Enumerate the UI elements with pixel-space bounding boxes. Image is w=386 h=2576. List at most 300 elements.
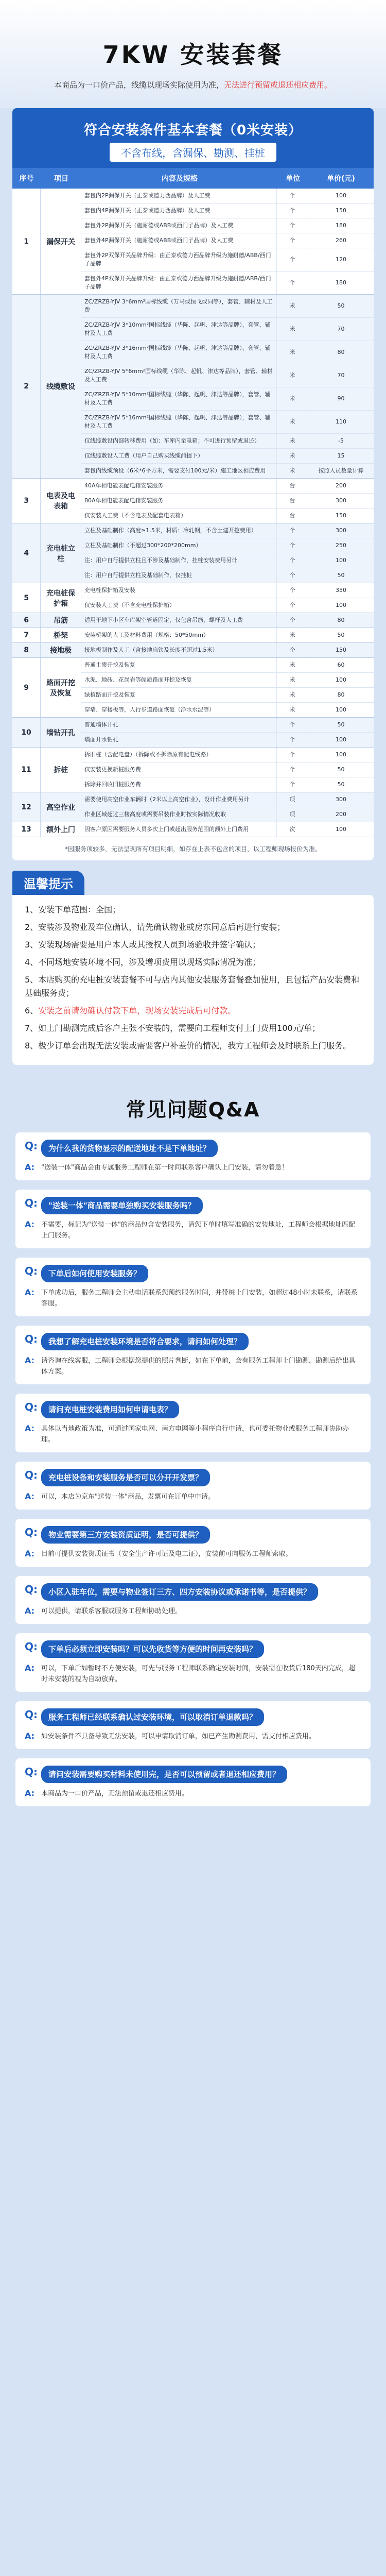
table-row <box>81 703 374 717</box>
group-rows <box>81 613 374 628</box>
table-row <box>81 204 374 218</box>
hero-banner <box>0 0 386 108</box>
table-row <box>81 295 374 318</box>
group-number: 5 <box>12 583 41 613</box>
row-unit: 个 <box>277 272 308 294</box>
faq-question-row <box>25 1526 361 1544</box>
tip-item: 1、安装下单范围：全国； <box>25 905 121 914</box>
row-unit: 米 <box>277 341 308 364</box>
row-price: 260 <box>336 237 346 244</box>
header-desc: 内容及规格 <box>162 175 198 183</box>
faq-answer: 下单成功后，服务工程师会主动电话联系您预约服务时间，并带桩上门安装，如超过48小时未联系，请联系客服。 <box>41 1289 358 1308</box>
table-row <box>81 464 374 478</box>
row-unit: 个 <box>277 553 308 568</box>
faq-question: "送装一体"商品需要单独购买安装服务吗？ <box>41 1197 203 1214</box>
row-desc: 套包内4P漏保开关（正泰或德力西品牌）及人工费 <box>81 204 277 218</box>
row-price: 50 <box>337 766 345 773</box>
row-unit: 个 <box>277 613 308 628</box>
row-unit: 个 <box>277 538 308 553</box>
row-price: 70 <box>337 326 345 332</box>
row-desc: 适用于地下小区车库架空管道固定，仅包含吊筋、螺杆及人工费 <box>81 613 277 628</box>
faq-item <box>15 1326 371 1384</box>
faq-answer: 如安装条件不具备导致无法安装，可以申请取消订单，如已产生勘测费用，需支付相应费用。 <box>41 1733 316 1740</box>
hero-note <box>0 79 386 90</box>
row-unit: 个 <box>277 189 308 203</box>
faq-question: 服务工程师已经联系确认过安装环境，可以取消订单退款吗？ <box>41 1708 264 1726</box>
faq-answer-row <box>25 1788 361 1799</box>
group-number: 1 <box>12 189 41 294</box>
table-row <box>81 777 374 792</box>
group-rows <box>81 479 374 523</box>
q-mark: Q: <box>25 1401 38 1413</box>
q-mark: Q: <box>25 1526 38 1538</box>
group-name: 电表及电表箱 <box>41 479 81 523</box>
faq-question: 下单后必须立即安装吗？可以先收货等方便的时间再安装吗？ <box>41 1640 264 1658</box>
table-row <box>81 494 374 509</box>
group-name: 拆桩 <box>41 748 81 792</box>
row-price: 50 <box>337 781 345 788</box>
tip-item: 7、如上门勘测完成后客户主张不安装的，需要向工程师支付上门费用100元/单； <box>25 1023 321 1033</box>
row-desc: 拆除并回收旧桩服务费 <box>81 777 277 792</box>
row-unit: 米 <box>277 658 308 672</box>
page-title: 7KW 安装套餐 <box>102 41 284 69</box>
faq-item <box>15 1758 371 1806</box>
row-price: 300 <box>336 497 346 504</box>
faq-item <box>15 1258 371 1316</box>
row-price: 100 <box>336 826 346 833</box>
faq-item <box>15 1519 371 1567</box>
row-unit: 米 <box>277 387 308 410</box>
q-mark: Q: <box>25 1265 38 1277</box>
group-number: 11 <box>12 748 41 792</box>
header-no: 序号 <box>19 175 34 183</box>
row-unit: 米 <box>277 673 308 687</box>
faq-question: 为什么我的货物显示的配送地址不是下单地址？ <box>41 1140 218 1157</box>
table-row <box>81 233 374 248</box>
table-row <box>81 509 374 523</box>
a-mark: A: <box>25 1606 35 1616</box>
table-group <box>12 822 374 837</box>
faq-question: 我想了解充电桩安装环境是否符合要求，请问如何处理？ <box>41 1333 249 1350</box>
tip-item: 2、安装涉及物业及车位确认，请先确认物业或房东同意后再进行安装； <box>25 922 286 932</box>
row-desc: ZC/ZRZB-YJV 3*6mm²国标线缆（万马或恒飞或同等），套管、辅材及人工费 <box>81 295 277 317</box>
faq-question-row <box>25 1708 361 1726</box>
row-desc: 仅安装人工费（不含充电桩保护箱） <box>81 598 277 613</box>
row-price: 300 <box>336 527 346 534</box>
faq-title: 常见问题Q&A <box>126 1098 260 1121</box>
group-name: 线缆敷设 <box>41 295 81 478</box>
table-group <box>12 643 374 658</box>
row-desc: 因客户原因需要服务人员多次上门或超出服务范围的额外上门费用 <box>81 822 277 837</box>
row-desc: ZC/ZRZB-YJV 5*16mm²国标线缆（华陈、起帆、津达等品牌），套管、辅材及人工费 <box>81 411 277 433</box>
table-row <box>81 318 374 341</box>
row-unit: 个 <box>277 777 308 792</box>
table-body <box>12 189 374 837</box>
row-unit: 台 <box>277 509 308 523</box>
row-unit: 个 <box>277 218 308 233</box>
table-row <box>81 613 374 628</box>
row-price: 300 <box>336 796 346 803</box>
tip-item: 4、不同场地安装环境不同，涉及增项费用以现场实际情况为准； <box>25 957 261 967</box>
table-row <box>81 822 374 837</box>
group-number: 13 <box>12 822 41 837</box>
tips-title: 温馨提示 <box>12 871 84 895</box>
row-unit: 个 <box>277 762 308 777</box>
group-rows <box>81 643 374 657</box>
faq-answer: "送装一体"商品会由专属服务工程师在第一时间联系客户确认上门安装，请勿着急！ <box>41 1164 288 1172</box>
row-desc: 立柱及基础制作（高度≥1.5米，材质：冷轧钢，不含土建开挖费用） <box>81 523 277 538</box>
row-price: 250 <box>336 542 346 549</box>
faq-question-row <box>25 1583 361 1601</box>
table-group <box>12 748 374 792</box>
row-desc: 套包外4P漏保开关（施耐德或ABB或西门子品牌）及人工费 <box>81 233 277 248</box>
table-row <box>81 748 374 762</box>
table-row <box>81 272 374 294</box>
table-row <box>81 718 374 733</box>
row-price: 100 <box>336 602 346 608</box>
a-mark: A: <box>25 1162 35 1172</box>
faq-question: 下单后如何使用安装服务？ <box>41 1265 148 1282</box>
tips-section <box>12 871 374 1065</box>
row-unit: 米 <box>277 318 308 341</box>
a-mark: A: <box>25 1355 35 1365</box>
faq-answer: 具体以当地政策为准，可通过国家电网、南方电网等小程序自行申请，也可委托物业或服务工程师协助办理。 <box>41 1425 349 1444</box>
table-row <box>81 387 374 411</box>
row-price: 100 <box>336 557 346 564</box>
table-row <box>81 807 374 822</box>
table-group <box>12 583 374 613</box>
group-rows <box>81 628 374 642</box>
row-desc: 套包外2P漏保开关（施耐德或ABB或西门子品牌）及人工费 <box>81 218 277 233</box>
row-unit: 米 <box>277 295 308 317</box>
faq-item <box>15 1132 371 1180</box>
table-row <box>81 189 374 204</box>
group-name: 充电桩立柱 <box>41 523 81 583</box>
row-desc: 套包内线缆预设（6米*6平方米，需要支付100元/米）施工地区相应费用 <box>81 464 277 478</box>
row-desc: ZC/ZRZB-YJV 3*16mm²国标线缆（华陈、起帆、津达等品牌），套管、辅材及人工费 <box>81 341 277 364</box>
row-unit: 台 <box>277 494 308 508</box>
group-name: 路面开挖及恢复 <box>41 658 81 717</box>
row-unit: 个 <box>277 598 308 613</box>
faq-answer-row <box>25 1162 361 1173</box>
group-number: 6 <box>12 613 41 628</box>
header-price: 单价(元) <box>327 175 355 183</box>
row-unit: 个 <box>277 233 308 248</box>
row-price: 180 <box>336 279 346 286</box>
row-price: 110 <box>336 418 346 425</box>
faq-question: 小区入驻车位，需要与物业签订三方、四方安装协议或承诺书等，是否提供？ <box>41 1583 318 1601</box>
row-price: 150 <box>336 207 346 214</box>
group-rows <box>81 658 374 717</box>
row-unit: 米 <box>277 628 308 642</box>
table-group <box>12 628 374 643</box>
row-desc: 80A单相电能表配电箱安装服务 <box>81 494 277 508</box>
row-unit: 米 <box>277 464 308 478</box>
group-rows <box>81 295 374 478</box>
group-rows <box>81 718 374 747</box>
table-row <box>81 598 374 613</box>
q-mark: Q: <box>25 1333 38 1345</box>
row-desc: ZC/ZRZB-YJV 3*10mm²国标线缆（华陈、起帆、津达等品牌），套管、辅材及人工费 <box>81 318 277 341</box>
faq-question-row <box>25 1333 361 1350</box>
table-row <box>81 688 374 703</box>
faq-question-row <box>25 1640 361 1658</box>
table-row <box>81 762 374 777</box>
faq-question-row <box>25 1401 361 1418</box>
row-unit: 米 <box>277 364 308 387</box>
table-row <box>81 792 374 807</box>
table-row <box>81 449 374 464</box>
faq-answer-row <box>25 1549 361 1560</box>
faq-question: 请问充电桩安装费用如何申请电表？ <box>41 1401 179 1418</box>
row-desc: 普通土质开挖及恢复 <box>81 658 277 672</box>
table-row <box>81 643 374 657</box>
row-price: 按照人员数量计算 <box>318 467 364 474</box>
table-row <box>81 434 374 449</box>
table-row <box>81 523 374 538</box>
table-row <box>81 248 374 272</box>
tip-item: 5、本店购买的充电桩安装套餐不可与店内其他安装服务套餐叠加使用，且包括产品安装费和基础服务费； <box>25 975 360 998</box>
row-price: 200 <box>336 482 346 489</box>
faq-answer-row <box>25 1287 361 1309</box>
group-name: 吊筋 <box>41 613 81 628</box>
table-row <box>81 341 374 364</box>
table-row <box>81 218 374 233</box>
tip-highlight: 安装之前请勿确认付款下单，现场安装完成后可付款。 <box>38 1006 236 1015</box>
row-desc: 40A单相电能表配电箱安装服务 <box>81 479 277 493</box>
group-name: 充电桩保护箱 <box>41 583 81 613</box>
row-desc: 立柱及基础制作（不超过300*200*200mm） <box>81 538 277 553</box>
a-mark: A: <box>25 1663 35 1673</box>
table-row <box>81 658 374 673</box>
row-unit: 项 <box>277 807 308 822</box>
tip-item: 3、安装现场需要是用户本人或其授权人员到场验收并签字确认； <box>25 940 261 950</box>
row-price: 150 <box>336 647 346 653</box>
group-name: 漏保开关 <box>41 189 81 294</box>
group-number: 3 <box>12 479 41 523</box>
price-table-header <box>12 108 374 168</box>
price-table-card <box>12 108 374 860</box>
table-group <box>12 718 374 748</box>
table-footnote: *因服务项较多，无法呈现所有项目明细，如存在上表不包含的项目，以工程师现场报价为准。 <box>12 837 374 860</box>
row-unit: 个 <box>277 733 308 747</box>
row-price: 15 <box>337 452 345 459</box>
table-row <box>81 568 374 583</box>
table-group <box>12 479 374 523</box>
q-mark: Q: <box>25 1766 38 1778</box>
table-group <box>12 792 374 822</box>
row-unit: 个 <box>277 643 308 657</box>
row-desc: 接地极制作及人工（含接地扁铁及长度不超过1.5米） <box>81 643 277 657</box>
row-unit: 个 <box>277 523 308 538</box>
faq-answer: 不需要，标记为"送装一体"的商品包含安装服务，请您下单时填写准确的安装地址，工程师会根据地址匹配上门服务。 <box>41 1221 355 1240</box>
group-name: 高空作业 <box>41 792 81 822</box>
table-row <box>81 553 374 568</box>
table-group <box>12 295 374 479</box>
group-number: 4 <box>12 523 41 583</box>
row-desc: 套包外2P双保开关品牌升级：由正泰或德力西品牌升级为施耐德/ABB/西门子品牌 <box>81 248 277 271</box>
faq-list <box>0 1132 386 1806</box>
a-mark: A: <box>25 1423 35 1433</box>
faq-answer-row <box>25 1492 361 1502</box>
table-group <box>12 613 374 628</box>
a-mark: A: <box>25 1549 35 1558</box>
tip-item: 6、安装之前请勿确认付款下单，现场安装完成后可付款。 <box>25 1006 236 1015</box>
row-desc: 普通墙体开孔 <box>81 718 277 732</box>
faq-answer-row <box>25 1219 361 1241</box>
q-mark: Q: <box>25 1140 38 1152</box>
faq-item <box>15 1576 371 1624</box>
group-rows <box>81 792 374 822</box>
row-unit: 米 <box>277 688 308 702</box>
row-price: 200 <box>336 811 346 818</box>
row-desc: 穿墙、穿楼板等，人行步道路面恢复（净水水泥等） <box>81 703 277 717</box>
row-unit: 个 <box>277 583 308 598</box>
row-desc: 仅安装更换新桩服务费 <box>81 762 277 777</box>
group-number: 12 <box>12 792 41 822</box>
table-row <box>81 673 374 688</box>
group-number: 10 <box>12 718 41 747</box>
row-desc: ZC/ZRZB-YJV 5*6mm²国标线缆（华陈、起帆、津达等品牌），套管、辅材及人工费 <box>81 364 277 387</box>
row-price: 80 <box>337 617 345 623</box>
table-group <box>12 189 374 295</box>
faq-answer: 请咨询在线客服，工程师会根据您提供的照片判断，如在下单前，会有服务工程师上门勘测，勘测后给出具体方案。 <box>41 1357 356 1376</box>
q-mark: Q: <box>25 1583 38 1596</box>
row-desc: 注：用户自行提供立柱及基础制作，仅挂桩 <box>81 568 277 583</box>
hero-note-text: 本商品为一口价产品，线缆以现场实际使用为准， <box>54 80 224 90</box>
tips-body <box>12 895 374 1065</box>
row-unit: 个 <box>277 568 308 583</box>
row-desc: 套包外4P双保开关品牌升级：由正泰或德力西品牌升级为施耐德/ABB/西门子品牌 <box>81 272 277 294</box>
row-desc: 墙面开水钻孔 <box>81 733 277 747</box>
q-mark: Q: <box>25 1708 38 1721</box>
faq-answer: 本商品为一口价产品，无法预留或退还相应费用。 <box>41 1790 189 1798</box>
faq-item <box>15 1633 371 1692</box>
row-unit: 项 <box>277 792 308 807</box>
faq-question-row <box>25 1265 361 1282</box>
row-unit: 米 <box>277 434 308 448</box>
row-price: 120 <box>336 256 346 263</box>
group-name: 额外上门 <box>41 822 81 837</box>
faq-question-row <box>25 1469 361 1486</box>
q-mark: Q: <box>25 1469 38 1481</box>
group-number: 2 <box>12 295 41 478</box>
a-mark: A: <box>25 1219 35 1229</box>
faq-question-row <box>25 1766 361 1783</box>
row-unit: 米 <box>277 411 308 433</box>
row-unit: 台 <box>277 479 308 493</box>
faq-answer-row <box>25 1423 361 1445</box>
q-mark: Q: <box>25 1197 38 1209</box>
row-price: 100 <box>336 676 346 683</box>
table-row <box>81 538 374 553</box>
row-desc: 作业区域超过三楼高度或需要吊装作业时按实际情况收取 <box>81 807 277 822</box>
tip-item: 8、极少订单会出现无法安装或需要客户补差价的情况，我方工程师会及时联系上门服务。 <box>25 1041 352 1050</box>
faq-answer-row <box>25 1355 361 1377</box>
table-group <box>12 523 374 583</box>
row-desc: 水泥、地砖、花岗岩等硬质路面开挖及恢复 <box>81 673 277 687</box>
row-desc: 拆旧桩（含配电盘）（拆除或不拆除原有配电线路） <box>81 748 277 762</box>
row-unit: 个 <box>277 718 308 732</box>
faq-question: 请问安装需要购买材料未使用完，是否可以预留或者退还相应费用？ <box>41 1766 287 1783</box>
group-number: 9 <box>12 658 41 717</box>
row-desc: 绿植路面开挖及恢复 <box>81 688 277 702</box>
row-desc: 充电桩保护箱及安装 <box>81 583 277 598</box>
group-rows <box>81 822 374 837</box>
faq-answer-row <box>25 1606 361 1617</box>
row-desc: 套包内2P漏保开关（正泰或德力西品牌）及人工费 <box>81 189 277 203</box>
table-row <box>81 733 374 747</box>
header-unit: 单位 <box>286 175 300 183</box>
group-rows <box>81 523 374 583</box>
q-mark: Q: <box>25 1640 38 1653</box>
a-mark: A: <box>25 1731 35 1741</box>
header-item: 项目 <box>54 175 68 183</box>
a-mark: A: <box>25 1788 35 1798</box>
group-name: 墙钻开孔 <box>41 718 81 747</box>
faq-item <box>15 1462 371 1510</box>
table-row <box>81 628 374 642</box>
faq-answer-row <box>25 1663 361 1685</box>
hero-note-warning: 无法进行预留或退还相应费用。 <box>224 80 332 90</box>
row-price: 100 <box>336 751 346 758</box>
group-rows <box>81 189 374 294</box>
faq-answer: 可以，下单后如暂时不方便安装，可先与服务工程师联系确定安装时间，安装需在收货后180天内完成，超时未安装的视为自动放弃。 <box>41 1665 355 1683</box>
group-name: 桥架 <box>41 628 81 642</box>
row-unit: 米 <box>277 703 308 717</box>
faq-answer: 可以提供，请联系客服或服务工程师协助处理。 <box>41 1607 182 1615</box>
row-price: 150 <box>336 512 346 519</box>
row-price: 50 <box>337 721 345 728</box>
row-unit: 个 <box>277 248 308 271</box>
group-rows <box>81 748 374 792</box>
faq-answer: 目前可提供安装资质证书（安全生产许可证及电工证），安装前可向服务工程师索取。 <box>41 1550 292 1558</box>
a-mark: A: <box>25 1492 35 1501</box>
row-unit: 个 <box>277 204 308 218</box>
row-price: 100 <box>336 706 346 713</box>
faq-answer: 可以，本店为京东"送装一体"商品，发票可在订单中申请。 <box>41 1493 215 1501</box>
row-desc: 安装桥架的人工及材料费用（规格：50*50mm） <box>81 628 277 642</box>
table-group <box>12 658 374 718</box>
table-row <box>81 479 374 494</box>
faq-item <box>15 1394 371 1452</box>
row-price: 180 <box>336 222 346 229</box>
row-price: -5 <box>338 437 344 444</box>
faq-question: 物业需要第三方安装资质证明，是否可提供？ <box>41 1526 210 1544</box>
row-desc: 仅线缆敷设人工费（用户自己购买线缆前提下） <box>81 449 277 463</box>
row-price: 60 <box>337 662 345 668</box>
table-row <box>81 364 374 387</box>
row-price: 100 <box>336 736 346 743</box>
row-desc: 仅线缆敷设内部转移费用（如：车库内至电箱；不可进行预留或退还） <box>81 434 277 448</box>
row-price: 50 <box>337 302 345 309</box>
row-desc: 注：用户自行提供立柱且不涉及基础制作，挂桩安装费用另计 <box>81 553 277 568</box>
a-mark: A: <box>25 1287 35 1297</box>
row-price: 350 <box>336 587 346 594</box>
faq-question: 充电桩设备和安装服务是否可以分开开发票？ <box>41 1469 210 1486</box>
row-price: 90 <box>337 395 345 402</box>
row-price: 50 <box>337 572 345 579</box>
row-price: 50 <box>337 632 345 638</box>
group-name: 接地极 <box>41 643 81 657</box>
row-unit: 次 <box>277 822 308 837</box>
row-desc: 需要使用高空作业车辆时（2米以上高空作业），设计作业费用另计 <box>81 792 277 807</box>
faq-question-row <box>25 1140 361 1157</box>
price-table-title: 符合安装条件基本套餐（0米安装） <box>83 123 303 138</box>
row-unit: 米 <box>277 449 308 463</box>
faq-question-row <box>25 1197 361 1214</box>
faq-item <box>15 1190 371 1248</box>
